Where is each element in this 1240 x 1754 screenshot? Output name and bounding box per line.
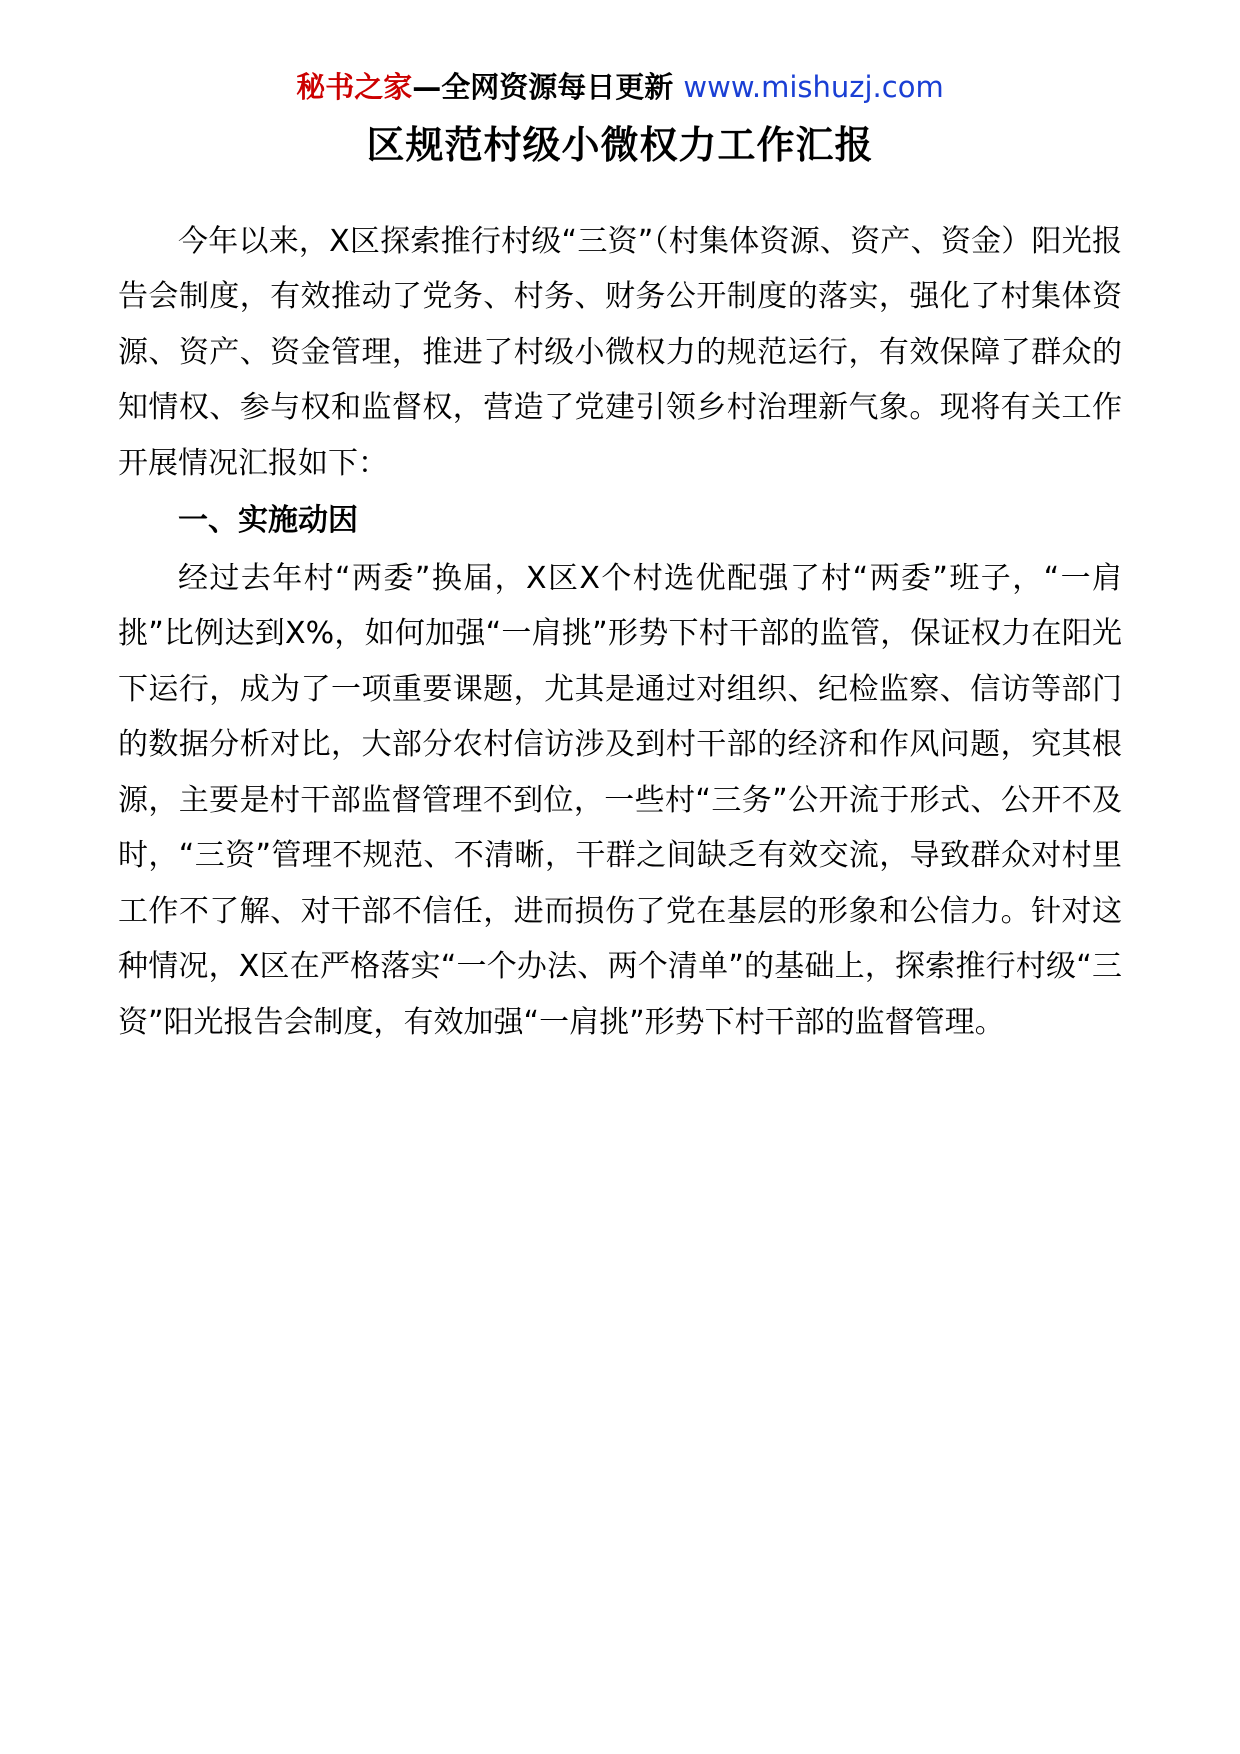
paragraph-section-1-body: 经过去年村“两委”换届，X区X个村选优配强了村“两委”班子，“一肩挑”比例达到X%，如何加强“一肩挑”形势下村干部的监管，保证权力在阳光下运行，成为了一项重要课题，尤其是通过对组织、纪检监察、信访等部门的数据分析对比，大部分农村信访涉及到村干部的经济和作风问题，究其根源，主要是村干部监督管理不到位，一些村“三务”公开流于形式、公开不及时，“三资”管理不规范、不清晰，干群之间缺乏有效交流，导致群众对村里工作不了解、对干部不信任，进而损伤了党在基层的形象和公信力。针对这种情况，X区在严格落实“一个办法、两个清单”的基础上，探索推行村级“三资”阳光报告会制度，有效加强“一肩挑”形势下村干部的监督管理。: [118, 560, 1122, 1040]
site-watermark: [118, 70, 1122, 105]
watermark-tagline: —全网资源每日更新: [412, 70, 684, 104]
page-title: 区规范村级小微权力工作汇报: [366, 122, 874, 167]
paragraph-intro: 今年以来，X区探索推行村级“三资”（村集体资源、资产、资金）阳光报告会制度，有效推动了党务、村务、财务公开制度的落实，强化了村集体资源、资产、资金管理，推进了村级小微权力的规范运行，有效保障了群众的知情权、参与权和监督权，营造了党建引领乡村治理新气象。现将有关工作开展情况汇报如下：: [118, 223, 1122, 481]
section-heading-1: 一、实施动因: [178, 503, 358, 539]
watermark-brand: 秘书之家: [296, 70, 413, 104]
watermark-url[interactable]: www.mishuzj.com: [683, 70, 944, 104]
